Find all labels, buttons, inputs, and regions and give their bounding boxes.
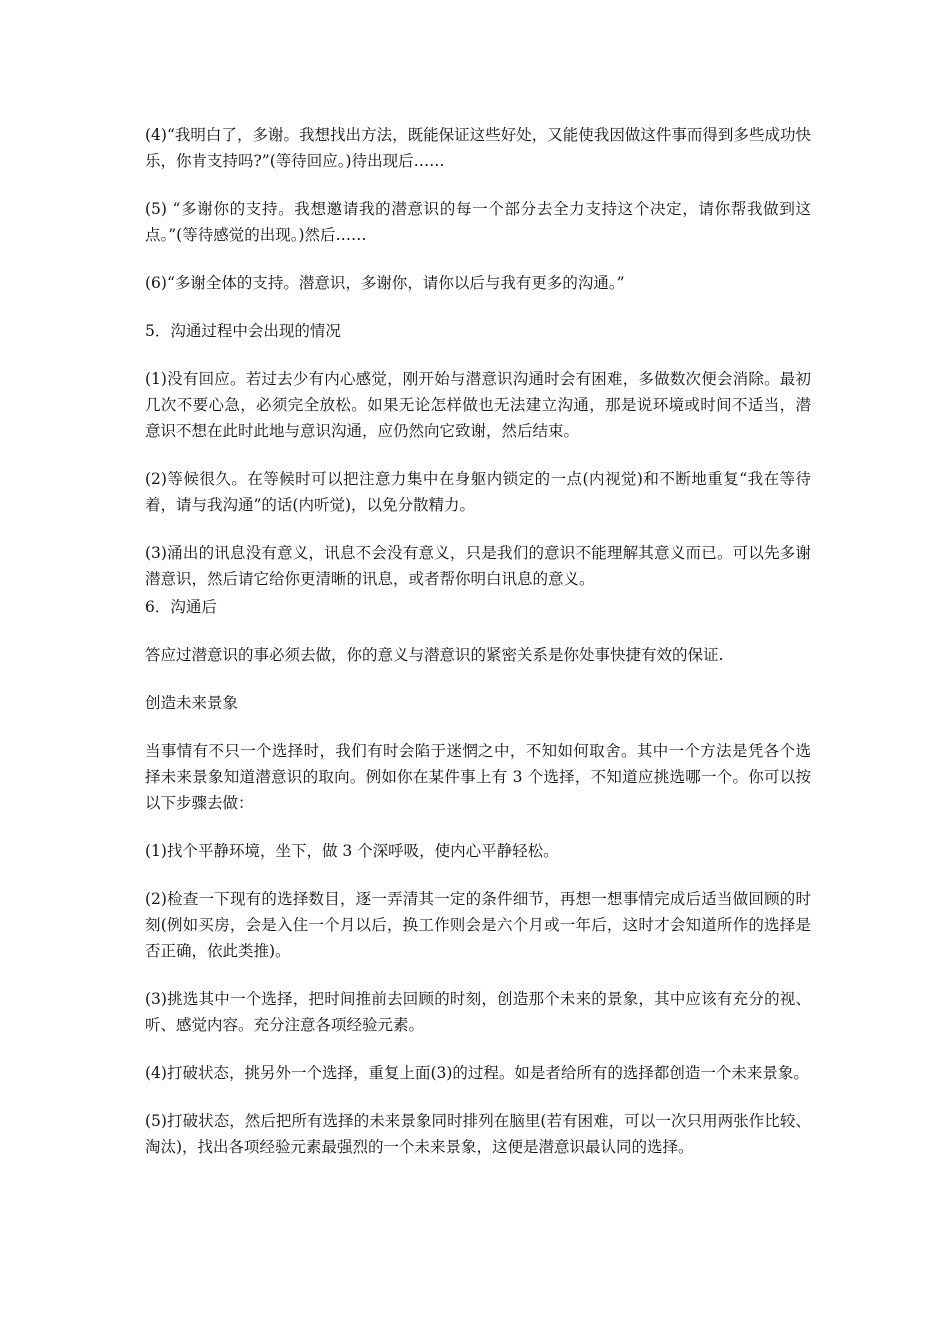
paragraph-step-4: (4)“我明白了，多谢。我想找出方法，既能保证这些好处，又能使我因做这件事而得到多些成功快乐，你肯支持吗?”(等待回应。)待出现后…… <box>145 126 811 170</box>
section-heading-communication-situations: 5．沟通过程中会出现的情况 <box>145 322 341 340</box>
paragraph-no-response: (1)没有回应。若过去少有内心感觉，刚开始与潜意识沟通时会有困难，多做数次便会消除。最初几次不要心急，必须完全放松。如果无论怎样做也无法建立沟通，那是说环境或时间不适当，潜意识不想在此时此地与意识沟通，应仍然向它致谢，然后结束。 <box>145 370 811 440</box>
paragraph-keep-promises: 答应过潜意识的事必须去做，你的意义与潜意识的紧密关系是你处事快捷有效的保证. <box>145 646 724 664</box>
paragraph-future-step-3: (3)挑选其中一个选择，把时间推前去回顾的时刻，创造那个未来的景象，其中应该有充分的视、听、感觉内容。充分注意各项经验元素。 <box>145 990 811 1034</box>
document-page <box>145 122 811 1182</box>
paragraph-future-step-1: (1)找个平静环境，坐下，做 3 个深呼吸，使内心平静轻松。 <box>145 842 559 860</box>
paragraph-step-6: (6)“多谢全体的支持。潜意识，多谢你，请你以后与我有更多的沟通。” <box>145 274 625 292</box>
paragraph-meaningless-message: (3)涌出的讯息没有意义，讯息不会没有意义，只是我们的意识不能理解其意义而已。可以先多谢潜意识，然后请它给你更清晰的讯息，或者帮你明白讯息的意义。 <box>145 544 811 588</box>
section-heading-after-communication: 6．沟通后 <box>145 598 217 616</box>
paragraph-future-step-2: (2)检查一下现有的选择数目，逐一弄清其一定的条件细节，再想一想事情完成后适当做回顾的时刻(例如买房，会是入住一个月以后，换工作则会是六个月或一年后，这时才会知道所作的选择是否正确，依此类推)。 <box>145 890 811 960</box>
paragraph-long-wait: (2)等候很久。在等候时可以把注意力集中在身躯内锁定的一点(内视觉)和不断地重复“我在等待着，请与我沟通”的话(内听觉)，以免分散精力。 <box>145 470 811 514</box>
paragraph-future-scenes-intro: 当事情有不只一个选择时，我们有时会陷于迷惘之中，不知如何取舍。其中一个方法是凭各个选择未来景象知道潜意识的取向。例如你在某件事上有 3 个选择，不知道应挑选哪一个。你可以按以下步骤去做： <box>145 742 811 812</box>
paragraph-future-step-5: (5)打破状态，然后把所有选择的未来景象同时排列在脑里(若有困难，可以一次只用两张作比较、淘汰)，找出各项经验元素最强烈的一个未来景象，这便是潜意识最认同的选择。 <box>145 1112 811 1156</box>
section-heading-future-scenes: 创造未来景象 <box>145 694 239 712</box>
paragraph-future-step-4: (4)打破状态，挑另外一个选择，重复上面(3)的过程。如是者给所有的选择都创造一个未来景象。 <box>145 1064 809 1082</box>
paragraph-step-5: (5) “多谢你的支持。我想邀请我的潜意识的每一个部分去全力支持这个决定，请你帮我做到这点。”(等待感觉的出现。)然后…… <box>145 200 811 244</box>
